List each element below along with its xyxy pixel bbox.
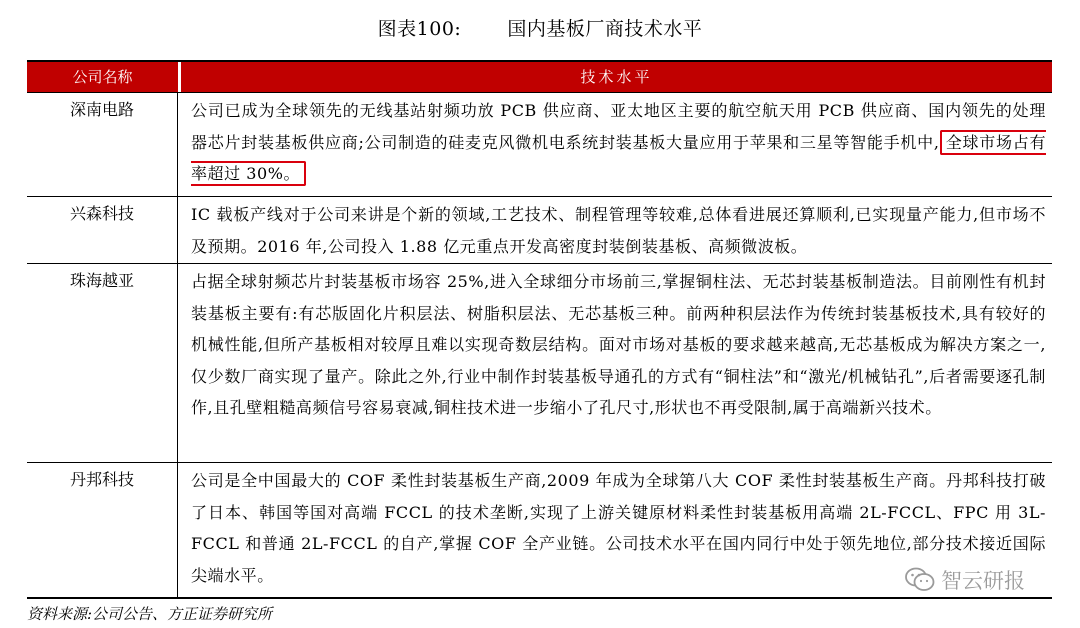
table-row: [27, 196, 1052, 263]
watermark-text: 智云研报: [941, 569, 1025, 593]
figure-label: 图表100:: [377, 18, 462, 40]
tech-level-table: [27, 60, 1052, 599]
tech-description: 占据全球射频芯片封装基板市场容 25%,进入全球细分市场前三,掌握铜柱法、无芯封装基板制造法。目前刚性有机封装基板主要有:有芯版固化片积层法、树脂积层法、无芯基板三种。前两种积层法作为传统封装基板技术,具有较好的机械性能,但所产基板相对较厚且难以实现奇数层结构。面对市场对基板的要求越来越高,无芯基板成为解决方案之一,仅少数厂商实现了量产。除此之外,行业中制作封装基板导通孔的方式有“铜柱法”和“激光/机械钻孔”,后者需要逐孔制作,且孔壁粗糙高频信号容易衰减,铜柱技术进一步缩小了孔尺寸,形状也不再受限制,属于高端新兴技术。: [191, 272, 1046, 417]
company-name: 兴森科技: [27, 197, 178, 263]
table-row: [27, 462, 1052, 597]
highlighted-market-share: 全球市场占有率超过 30%。: [191, 130, 1046, 187]
watermark: [905, 565, 1025, 595]
company-name: 深南电路: [27, 93, 178, 196]
tech-description: [178, 93, 1052, 196]
figure-caption: 国内基板厂商技术水平: [507, 18, 703, 40]
tech-description: IC 载板产线对于公司来讲是个新的领域,工艺技术、制程管理等较难,总体看进展还算顺利,已实现量产能力,但市场不及预期。2016 年,公司投入 1.88 亿元重点开发高密度封装倒装基板、高频微波板。: [191, 205, 1046, 256]
company-name: 珠海越亚: [27, 264, 178, 462]
header-company: 公司名称: [27, 62, 181, 92]
figure-title: [0, 16, 1080, 42]
table-row: [27, 92, 1052, 196]
table-header: [27, 62, 1052, 92]
wechat-icon: [905, 567, 935, 593]
table-row: [27, 263, 1052, 462]
header-tech-level: 技术水平: [181, 62, 1052, 92]
tech-description: 公司是全中国最大的 COF 柔性封装基板生产商,2009 年成为全球第八大 COF 柔性封装基板生产商。丹邦科技打破了日本、韩国等国对高端 FCCL 的技术垄断,实现了上游关键原材料柔性封装基板用高端 2L-FCCL、FPC 用 3L-FCCL 和普通 2L-FCCL 的自产,掌握 COF 全产业链。公司技术水平在国内同行中处于领先地位,部分技术接近国际尖端水平。: [191, 471, 1046, 585]
company-name: 丹邦科技: [27, 463, 178, 597]
description-text: 公司已成为全球领先的无线基站射频功放 PCB 供应商、亚太地区主要的航空航天用 PCB 供应商、国内领先的处理器芯片封装基板供应商;公司制造的硅麦克风微机电系统封装基板大量应用于苹果和三星等智能手机中,: [191, 101, 1046, 152]
data-source: 资料来源:公司公告、方正证券研究所: [27, 605, 273, 623]
